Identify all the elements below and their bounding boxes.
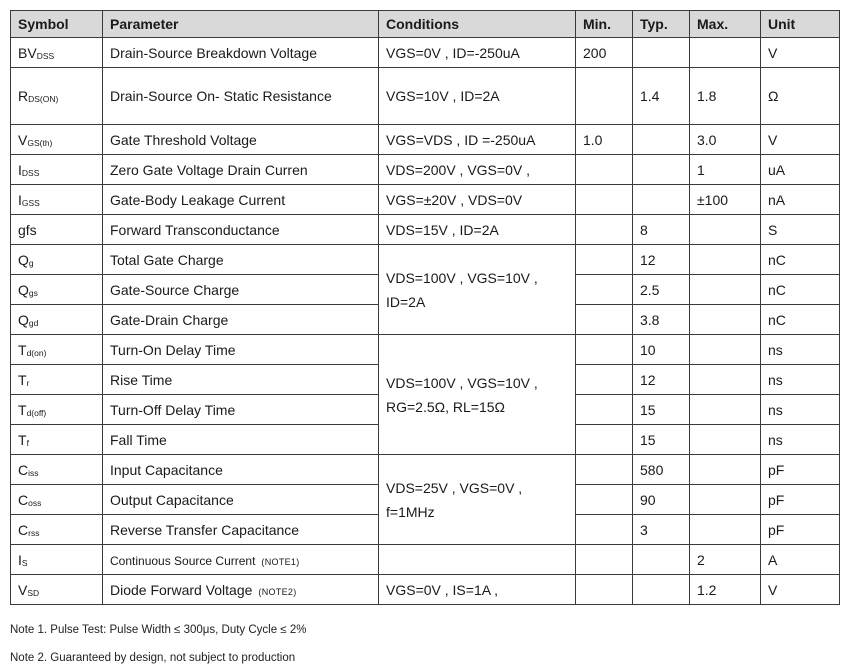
typ-cell: 580 <box>633 455 690 485</box>
conditions-line: VDS=100V , VGS=10V , <box>386 269 538 286</box>
header-typ: Typ. <box>633 11 690 38</box>
conditions-cell: VDS=200V , VGS=0V , <box>379 155 576 185</box>
unit-cell: pF <box>761 485 840 515</box>
conditions-cell: VGS=0V , ID=-250uA <box>379 38 576 68</box>
symbol-cell: $T_r$ <box>11 365 103 395</box>
unit-cell: pF <box>761 455 840 485</box>
min-cell <box>576 545 633 575</box>
symbol-cell: $BV_{DSS}$ <box>11 38 103 68</box>
max-cell <box>690 275 761 305</box>
symbol-cell: $I_S$ <box>11 545 103 575</box>
parameter-cell: Zero Gate Voltage Drain Curren <box>103 155 379 185</box>
max-cell: 1.2 <box>690 575 761 605</box>
typ-cell: 8 <box>633 215 690 245</box>
symbol-cell: $Q_{gs}$ <box>11 275 103 305</box>
symbol-cell: gfs <box>11 215 103 245</box>
unit-cell: uA <box>761 155 840 185</box>
conditions-line: RG=2.5Ω, RL=15Ω <box>386 398 505 415</box>
conditions-line: f=1MHz <box>386 503 435 520</box>
typ-cell: 90 <box>633 485 690 515</box>
symbol-cell: $R_{DS(ON)}$ <box>11 68 103 125</box>
parameter-cell: Drain-Source On- Static Resistance <box>103 68 379 125</box>
max-cell <box>690 395 761 425</box>
parameter-cell: Gate Threshold Voltage <box>103 125 379 155</box>
table-header-row <box>11 11 840 38</box>
parameter-cell: Turn-On Delay Time <box>103 335 379 365</box>
unit-cell: nA <box>761 185 840 215</box>
unit-cell: ns <box>761 365 840 395</box>
symbol-cell: $V_{SD}$ <box>11 575 103 605</box>
conditions-line: ID=2A <box>386 293 426 310</box>
typ-cell: 2.5 <box>633 275 690 305</box>
typ-cell: 1.4 <box>633 68 690 125</box>
unit-cell: ns <box>761 335 840 365</box>
table-row <box>11 545 840 575</box>
symbol-cell: $C_{rss}$ <box>11 515 103 545</box>
unit-cell: A <box>761 545 840 575</box>
table-row <box>11 125 840 155</box>
min-cell: 1.0 <box>576 125 633 155</box>
symbol-cell: $T_{d(off)}$ <box>11 395 103 425</box>
typ-cell: 12 <box>633 365 690 395</box>
typ-cell <box>633 185 690 215</box>
table-row <box>11 245 840 275</box>
parameter-cell: Diode Forward Voltage (NOTE2) <box>103 575 379 605</box>
parameter-cell: Gate-Body Leakage Current <box>103 185 379 215</box>
typ-cell: 3 <box>633 515 690 545</box>
min-cell <box>576 245 633 275</box>
typ-cell <box>633 38 690 68</box>
typ-cell: 12 <box>633 245 690 275</box>
parameter-cell: Reverse Transfer Capacitance <box>103 515 379 545</box>
unit-cell: nC <box>761 245 840 275</box>
unit-cell: nC <box>761 305 840 335</box>
max-cell <box>690 365 761 395</box>
max-cell: 2 <box>690 545 761 575</box>
table-row <box>11 455 840 485</box>
min-cell <box>576 485 633 515</box>
min-cell <box>576 395 633 425</box>
unit-cell: ns <box>761 425 840 455</box>
unit-cell: nC <box>761 275 840 305</box>
symbol-cell: $C_{iss}$ <box>11 455 103 485</box>
table-row <box>11 215 840 245</box>
parameter-cell: Gate-Source Charge <box>103 275 379 305</box>
min-cell <box>576 305 633 335</box>
min-cell <box>576 215 633 245</box>
table-row <box>11 335 840 365</box>
unit-cell: V <box>761 575 840 605</box>
parameter-cell: Forward Transconductance <box>103 215 379 245</box>
header-min: Min. <box>576 11 633 38</box>
symbol-cell: $I_{DSS}$ <box>11 155 103 185</box>
typ-cell: 10 <box>633 335 690 365</box>
min-cell: 200 <box>576 38 633 68</box>
symbol-cell: $T_{d(on)}$ <box>11 335 103 365</box>
conditions-group-gate-charge <box>379 245 576 335</box>
symbol-cell: $Q_g$ <box>11 245 103 275</box>
header-max: Max. <box>690 11 761 38</box>
table-row <box>11 68 840 125</box>
typ-cell: 3.8 <box>633 305 690 335</box>
min-cell <box>576 335 633 365</box>
typ-cell <box>633 125 690 155</box>
unit-cell: pF <box>761 515 840 545</box>
typ-cell <box>633 155 690 185</box>
unit-cell: V <box>761 38 840 68</box>
parameter-cell: Total Gate Charge <box>103 245 379 275</box>
note-1: Note 1. Pulse Test: Pulse Width ≤ 300μs, Duty Cycle ≤ 2% <box>10 624 307 636</box>
note-2: Note 2. Guaranteed by design, not subject to production <box>10 652 296 664</box>
table-row <box>11 575 840 605</box>
max-cell <box>690 215 761 245</box>
conditions-group-capacitance <box>379 455 576 545</box>
electrical-characteristics-table <box>10 10 840 605</box>
parameter-cell: Rise Time <box>103 365 379 395</box>
min-cell <box>576 455 633 485</box>
max-cell <box>690 425 761 455</box>
typ-cell: 15 <box>633 425 690 455</box>
min-cell <box>576 185 633 215</box>
symbol-cell: $I_{GSS}$ <box>11 185 103 215</box>
max-cell: 1.8 <box>690 68 761 125</box>
max-cell: ±100 <box>690 185 761 215</box>
parameter-cell: Drain-Source Breakdown Voltage <box>103 38 379 68</box>
typ-cell <box>633 545 690 575</box>
max-cell <box>690 485 761 515</box>
conditions-cell: VGS=±20V , VDS=0V <box>379 185 576 215</box>
conditions-cell: VGS=0V , IS=1A , <box>379 575 576 605</box>
table-row <box>11 38 840 68</box>
conditions-line: VDS=25V , VGS=0V , <box>386 479 523 496</box>
min-cell <box>576 275 633 305</box>
unit-cell: V <box>761 125 840 155</box>
table-row <box>11 185 840 215</box>
table-row <box>11 155 840 185</box>
unit-cell: Ω <box>761 68 840 125</box>
header-parameter: Parameter <box>103 11 379 38</box>
max-cell <box>690 305 761 335</box>
conditions-cell: VGS=VDS , ID =-250uA <box>379 125 576 155</box>
min-cell <box>576 425 633 455</box>
parameter-cell: Gate-Drain Charge <box>103 305 379 335</box>
header-symbol: Symbol <box>11 11 103 38</box>
max-cell <box>690 335 761 365</box>
parameter-cell: Fall Time <box>103 425 379 455</box>
min-cell <box>576 68 633 125</box>
conditions-line: VDS=100V , VGS=10V , <box>386 374 538 391</box>
symbol-cell: $Q_{gd}$ <box>11 305 103 335</box>
unit-cell: S <box>761 215 840 245</box>
max-cell: 1 <box>690 155 761 185</box>
max-cell <box>690 455 761 485</box>
symbol-cell: $V_{GS(th)}$ <box>11 125 103 155</box>
max-cell: 3.0 <box>690 125 761 155</box>
parameter-cell: Input Capacitance <box>103 455 379 485</box>
max-cell <box>690 245 761 275</box>
min-cell <box>576 515 633 545</box>
max-cell <box>690 515 761 545</box>
conditions-cell: VDS=15V , ID=2A <box>379 215 576 245</box>
conditions-group-switching <box>379 335 576 455</box>
header-unit: Unit <box>761 11 840 38</box>
typ-cell: 15 <box>633 395 690 425</box>
parameter-cell: Output Capacitance <box>103 485 379 515</box>
typ-cell <box>633 575 690 605</box>
max-cell <box>690 38 761 68</box>
min-cell <box>576 365 633 395</box>
symbol-cell: $T_f$ <box>11 425 103 455</box>
header-conditions: Conditions <box>379 11 576 38</box>
parameter-cell: Turn-Off Delay Time <box>103 395 379 425</box>
min-cell <box>576 155 633 185</box>
min-cell <box>576 575 633 605</box>
conditions-cell: VGS=10V , ID=2A <box>379 68 576 125</box>
parameter-cell: Continuous Source Current (NOTE1) <box>103 545 379 575</box>
symbol-cell: $C_{oss}$ <box>11 485 103 515</box>
unit-cell: ns <box>761 395 840 425</box>
conditions-cell <box>379 545 576 575</box>
